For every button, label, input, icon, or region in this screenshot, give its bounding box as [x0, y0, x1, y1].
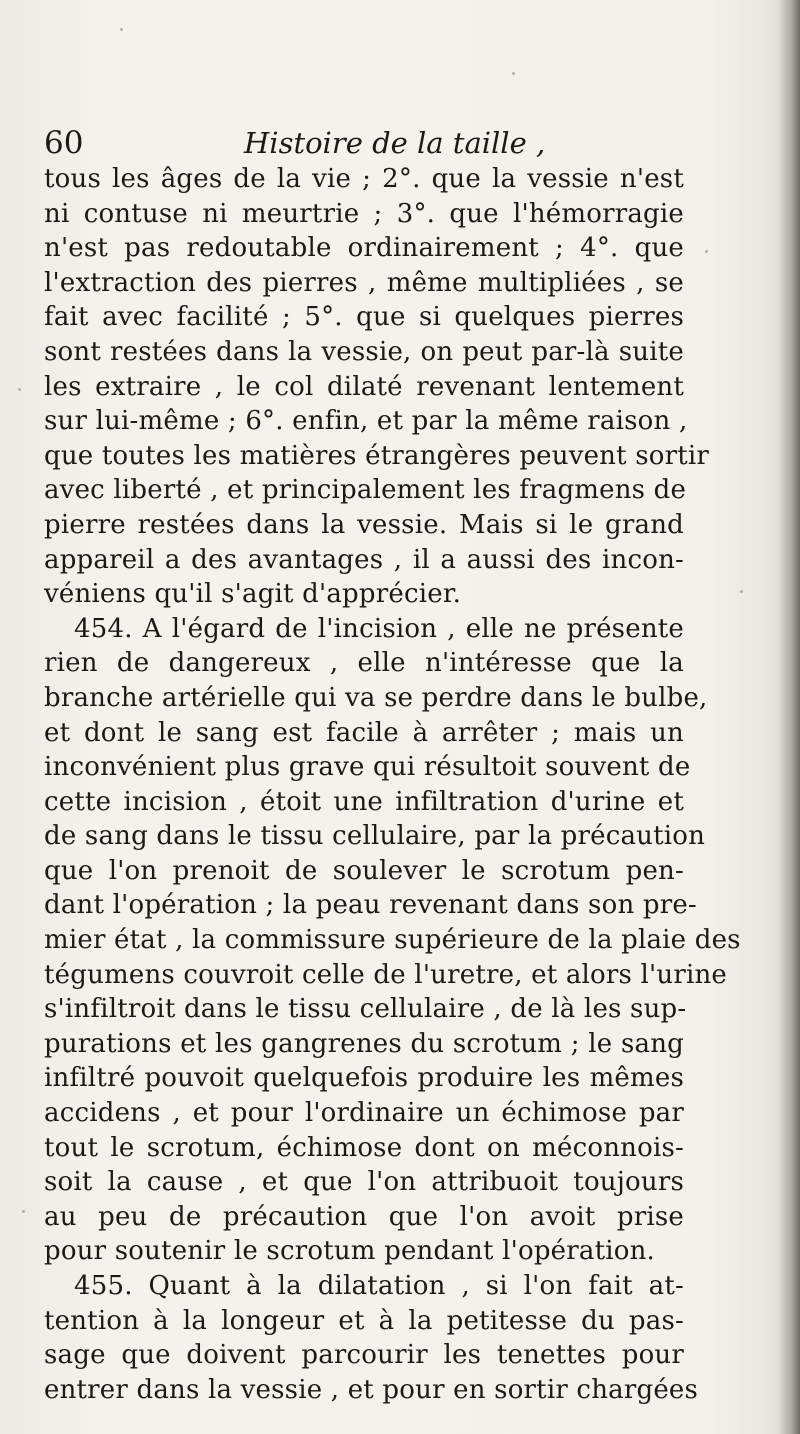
text-line: pierre restées dans la vessie. Mais si le grand [44, 509, 684, 540]
text-line: que l'on prenoit de soulever le scrotum pen- [44, 855, 684, 886]
text-line: infiltré pouvoit quelquefois produire les mêmes [44, 1063, 684, 1094]
text-line: cette incision , étoit une infiltration d'urine et [44, 786, 684, 817]
text-line: sur lui-même ; 6°. enfin, et par la même raison , [44, 406, 688, 437]
text-line: rien de dangereux , elle n'intéresse que la [44, 648, 684, 679]
page-number: 60 [44, 125, 84, 161]
text-line: entrer dans la vessie , et pour en sortir chargées [44, 1374, 699, 1405]
text-line: ni contuse ni meurtrie ; 3°. que l'hémorragie [44, 198, 684, 229]
text-line: dant l'opération ; la peau revenant dans son pre- [44, 890, 697, 921]
page-gutter-shadow [778, 0, 800, 1434]
text-line: avec liberté , et principalement les fragmens de [44, 475, 687, 506]
text-line: tégumens couvroit celle de l'uretre, et alors l'urine [44, 959, 728, 990]
paper-speck [512, 72, 515, 75]
paragraph-end-line: véniens qu'il s'agit d'apprécier. [44, 579, 462, 610]
text-line: s'infiltroit dans le tissu cellulaire , de là les sup- [44, 994, 687, 1025]
text-line: appareil a des avantages , il a aussi des incon- [44, 544, 684, 575]
text-line: branche artérielle qui va se perdre dans le bulbe, [44, 682, 708, 713]
text-line: soit la cause , et que l'on attribuoit toujours [44, 1167, 684, 1198]
text-line: n'est pas redoutable ordinairement ; 4°. que [44, 233, 684, 264]
paper-speck [120, 28, 123, 31]
text-line: accidens , et pour l'ordinaire un échimose par [44, 1098, 684, 1129]
text-line: et dont le sang est facile à arrêter ; mais un [44, 717, 684, 748]
paragraph-start-line: 455. Quant à la dilatation , si l'on fait at- [74, 1271, 684, 1301]
page-header [44, 124, 674, 164]
text-line: que toutes les matières étrangères peuvent sortir [44, 440, 710, 471]
paper-speck [705, 250, 708, 253]
text-line: tout le scrotum, échimose dont on méconnois- [44, 1132, 684, 1163]
running-title: Histoire de la taille , [244, 126, 546, 160]
paragraph-end-line: pour soutenir le scrotum pendant l'opération. [44, 1236, 656, 1267]
paper-speck [18, 388, 21, 391]
text-line: mier état , la commissure supérieure de la plaie des [44, 925, 741, 956]
text-line: sage que doivent parcourir les tenettes pour [44, 1340, 684, 1371]
text-line: au peu de précaution que l'on avoit prise [44, 1201, 684, 1232]
text-line: purations et les gangrenes du scrotum ; le sang [44, 1028, 684, 1059]
paper-speck [740, 590, 743, 593]
text-line: l'extraction des pierres , même multipliées , se [44, 267, 684, 298]
text-line: tention à la longeur et à la petitesse du pas- [44, 1305, 684, 1336]
text-line: sont restées dans la vessie, on peut par-là suite [44, 336, 684, 367]
paper-speck [22, 1210, 25, 1213]
body-text [44, 162, 741, 1407]
paragraph-start-line: 454. A l'égard de l'incision , elle ne présente [74, 613, 684, 644]
text-line: de sang dans le tissu cellulaire, par la précaution [44, 821, 706, 852]
text-line: les extraire , le col dilaté revenant lentement [44, 371, 684, 402]
text-line: inconvénient plus grave qui résultoit souvent de [44, 752, 691, 783]
text-line: fait avec facilité ; 5°. que si quelques pierres [44, 302, 684, 333]
text-line: tous les âges de la vie ; 2°. que la vessie n'est [44, 164, 684, 194]
